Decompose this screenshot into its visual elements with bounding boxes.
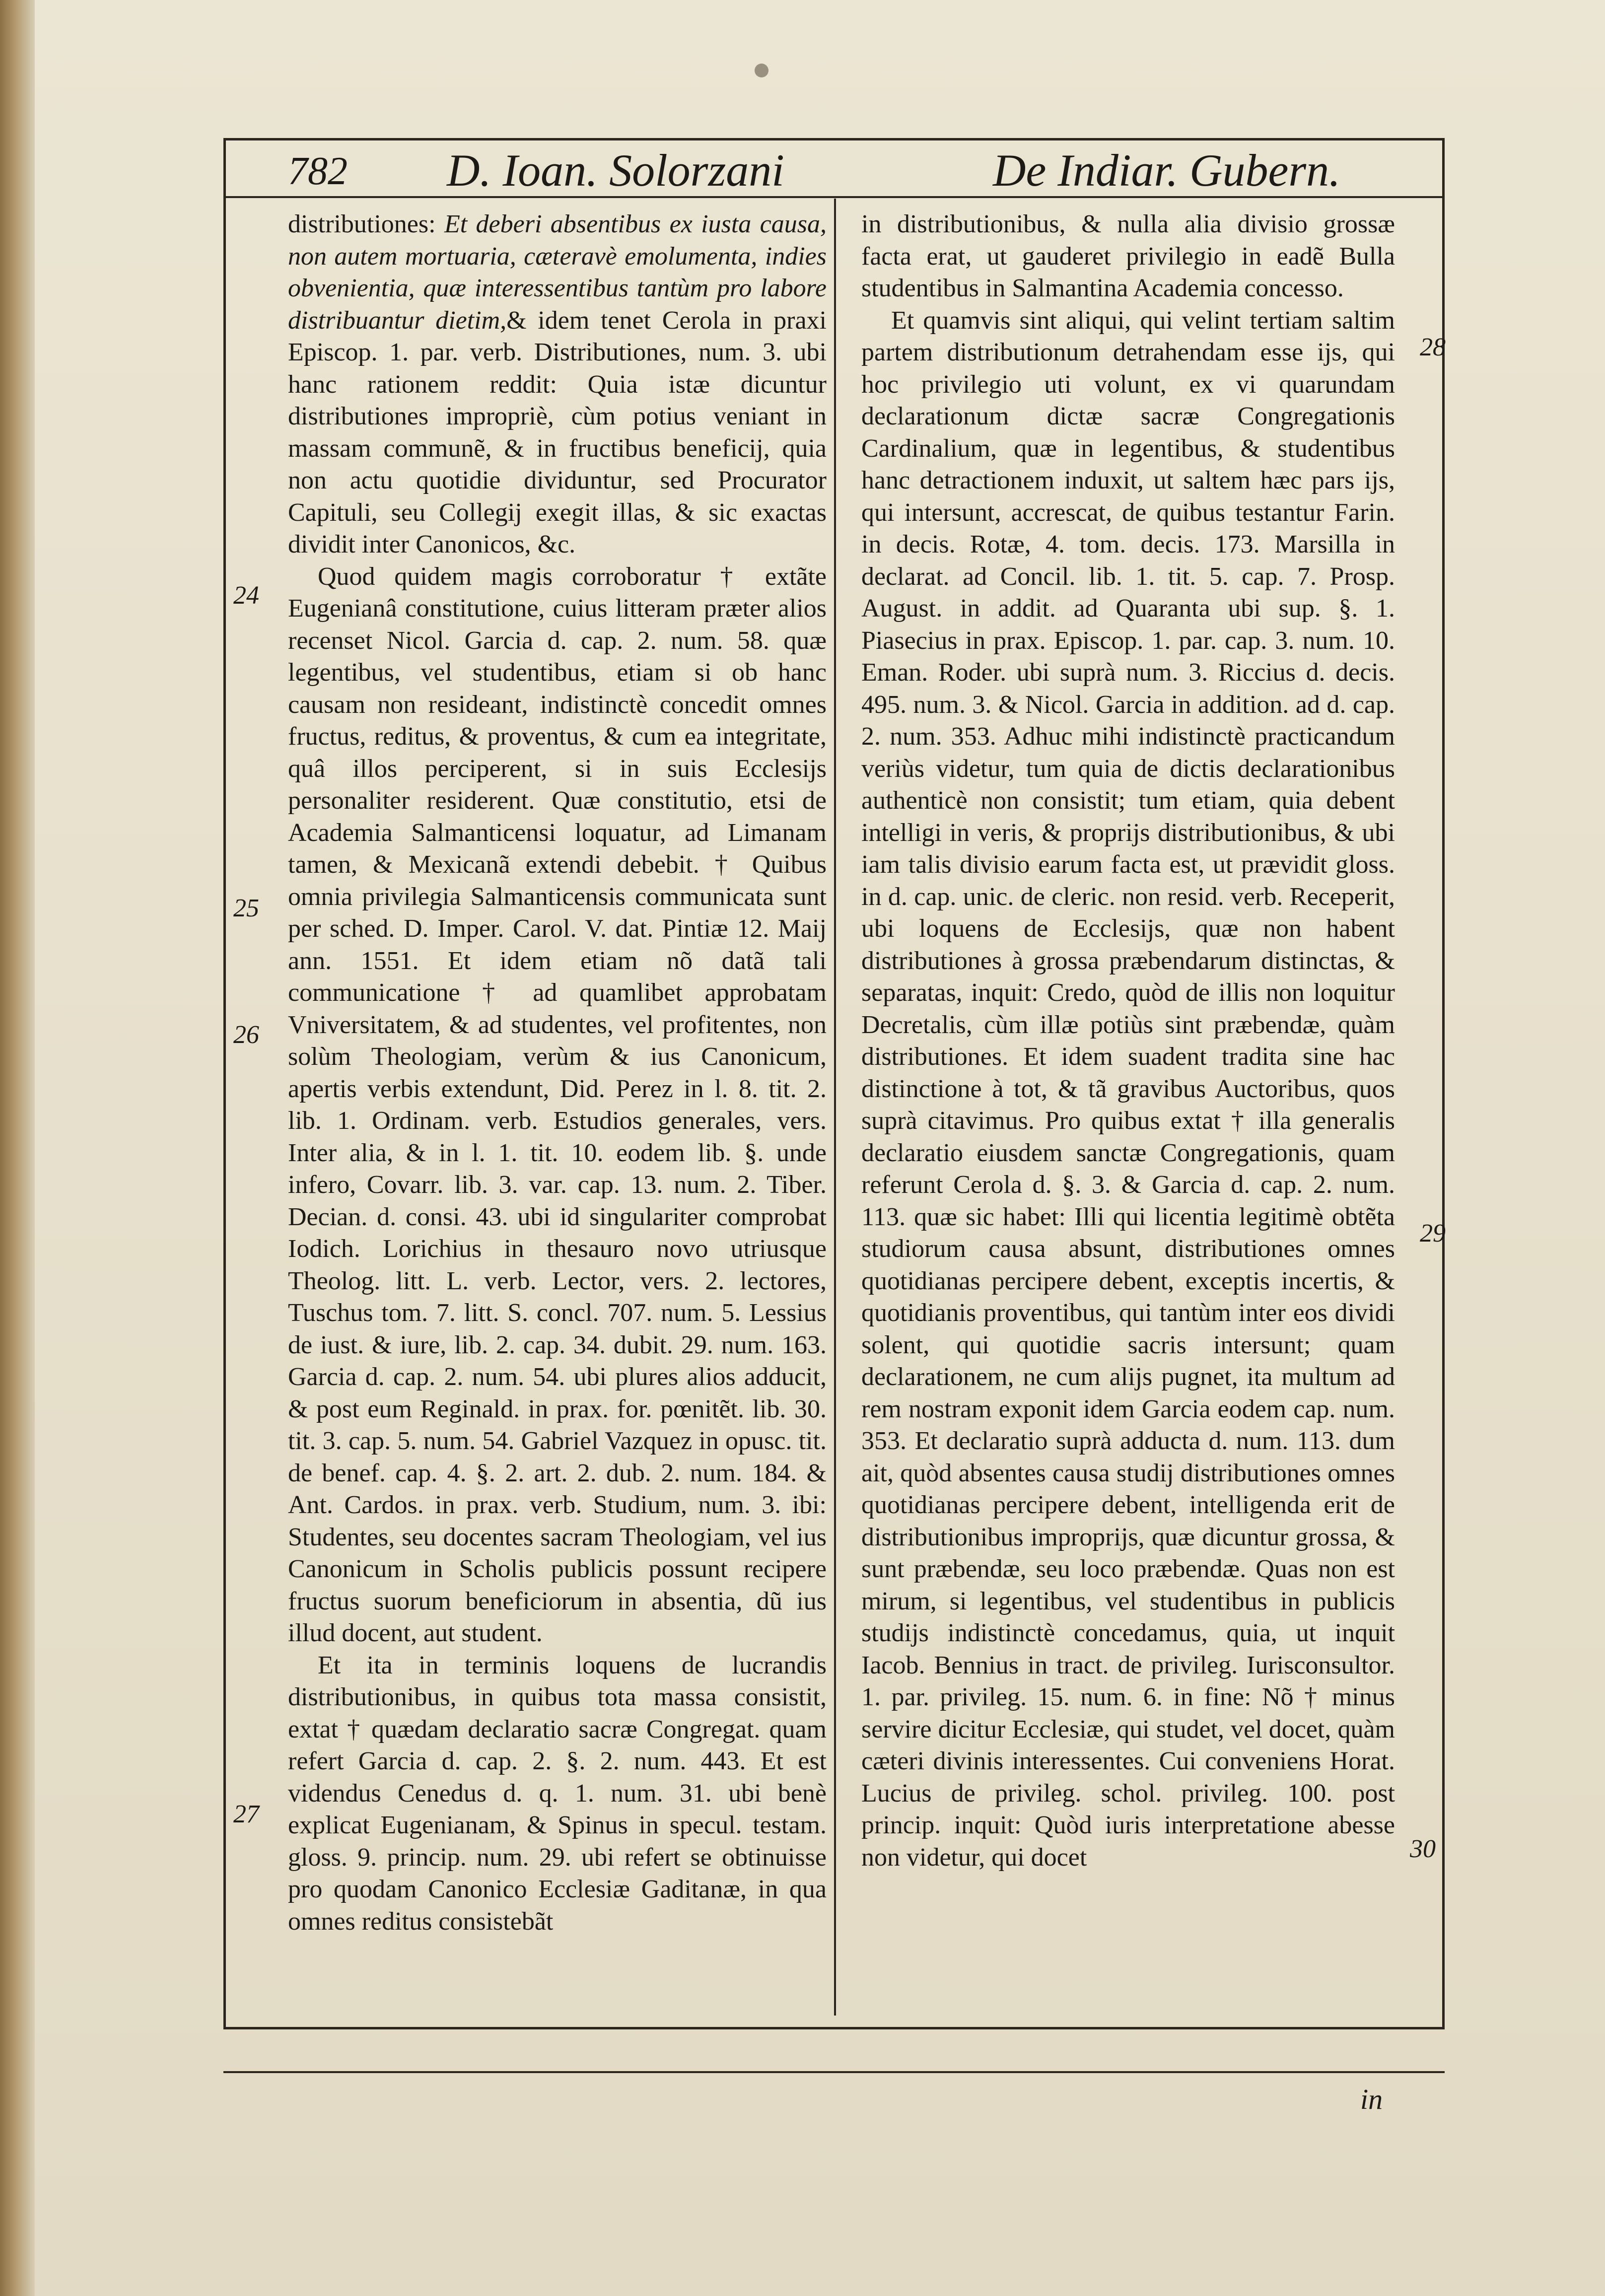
right-paragraph-1: in distributionibus, & nulla alia divisio grossæ facta erat, ut gauderet privilegio in eadẽ Bulla studentibus in Salmantina Academia concesso. bbox=[861, 210, 1395, 302]
margin-number-27: 27 bbox=[233, 1800, 259, 1828]
bottom-rule bbox=[223, 2071, 1445, 2073]
left-paragraph-2: Quod quidem magis corroboratur † extãte Eugenianâ constitutione, cuius litteram præter alios recenset Nicol. Garcia d. cap. 2. num. 58. quæ legentibus, vel studentibus, etiam si ob hanc causam non resideant, indistinctè concedit omnes fructus, reditus, & proventus, & cum ea integritate, quâ illos perciperent, si in suis Ecclesijs personaliter residerent. Quæ constitutio, etsi de Academia Salmanticensi loquatur, ad Limanam tamen, & Mexicanã extendi debebit. † Quibus omnia privilegia Salmanticensis communicata sunt per sched. D. Imper. Carol. V. dat. Pintiæ 12. Maij ann. 1551. Et idem etiam nõ datã tali communicatione † ad quamlibet approbatam Vniversitatem, & ad studentes, vel profitentes, non solùm Theologiam, verùm & ius Canonicum, apertis verbis extendunt, Did. Perez in l. 8. tit. 2. lib. 1. Ordinam. verb. Estudios generales, vers. Inter alia, & in l. 1. tit. 10. eodem lib. §. unde infero, Covarr. lib. 3. var. cap. 13. num. 2. Tiber. Decian. d. consi. 43. ubi id singulariter comprobat Iodich. Lorichius in thesauro novo utriusque Theolog. litt. L. verb. Lector, vers. 2. lectores, Tuschus tom. 7. litt. S. concl. 707. num. 5. Lessius de iust. & iure, lib. 2. cap. 34. dubit. 29. num. 163. Garcia d. cap. 2. num. 54. ubi plures alios adducit, & post eum Reginald. in prax. for. pœnitẽt. lib. 30. tit. 3. cap. 5. num. 54. Gabriel Vazquez in opusc. tit. de benef. cap. 4. §. 2. art. 2. dub. 2. num. 184. & Ant. Cardos. in prax. verb. Studium, num. 3. ibi: Studentes, seu docentes sacram Theologiam, vel ius Canonicum in Scholis publicis possunt recipere fructus suorum beneficiorum in absentia, dũ ius illud docent, aut student. bbox=[288, 562, 827, 1647]
margin-number-25: 25 bbox=[233, 894, 259, 922]
ornament-dot bbox=[755, 64, 768, 77]
right-paragraph-2: Et quamvis sint aliqui, qui velint tertiam saltim partem distributionum detrahendam esse ijs, qui hoc privilegio uti volunt, ex vi quarundam declarationum dictæ sacræ Congregationis Cardinalium, quæ in legentibus, & studentibus hanc detractionem induxit, ut saltem hæc pars ijs, qui intersunt, accrescat, de quibus testantur Farin. in decis. Rotæ, 4. tom. decis. 173. Marsilla in declarat. ad Concil. lib. 1. tit. 5. cap. 7. Prosp. August. in addit. ad Quaranta ubi sup. §. 1. Piasecius in prax. Episcop. 1. par. cap. 3. num. 10. Eman. Roder. ubi suprà num. 3. Riccius d. decis. 495. num. 3. & Nicol. Garcia in addition. ad d. cap. 2. num. 353. Adhuc mihi indistinctè practicandum veriùs videtur, tum quia de dictis declarationibus authenticè non consistit; tum etiam, quia debent intelligi in veris, & proprijs distributionibus, & ubi iam talis divisio earum facta est, ut prævidit gloss. in d. cap. unic. de cleric. non resid. verb. Receperit, ubi loquens de Ecclesijs, quæ non habent distributiones à grossa præbendarum distinctas, & separatas, inquit: Credo, quòd de illis non loquitur Decretalis, cùm illæ potiùs sint præbendæ, quàm distributiones. Et idem suadent tradita sine hac distinctione à tot, & tã gravibus Auctoribus, quos suprà citavimus. Pro quibus extat † illa generalis declaratio eiusdem sanctæ Congregationis, quam referunt Cerola d. §. 3. & Garcia d. cap. 2. num. 113. quæ sic habet: Illi qui licentia legitimè obtẽta studiorum causa absunt, distributiones omnes quotidianas percipere debent, exceptis incertis, & quotidianis proventibus, qui tantùm inter eos dividi solent, qui quotidie sacris intersunt; quam declarationem, ne cum alijs pugnet, ita multum ad rem nostram exponit idem Garcia eodem cap. num. 353. Et declaratio suprà adducta d. num. 113. dum ait, quòd absentes causa studij distributiones omnes quotidianas percipere debent, intelligenda erit de distributionibus improprijs, quæ dicuntur grossa, & sunt præbendæ, seu loco præbendæ. Quas non est mirum, si legentibus, vel studentibus in publicis studijs indistinctè concedamus, quia, ut inquit Iacob. Bennius in tract. de privileg. Iurisconsultor. 1. par. privileg. 15. num. 6. in fine: Nõ † minus servire dicitur Ecclesiæ, qui studet, vel docet, quàm cæteri divinis interessentes. Cui conveniens Horat. Lucius de privileg. schol. privileg. 100. post princip. inquit: Quòd iuris interpretatione abesse non videtur, qui docet bbox=[861, 306, 1395, 1872]
left-column bbox=[288, 209, 827, 2016]
margin-number-30: 30 bbox=[1410, 1835, 1436, 1863]
running-title-right: De Indiar. Gubern. bbox=[993, 145, 1341, 196]
left-paragraph-1: distributiones: Et deberi absentibus ex iusta causa, non autem mortuaria, cæteravè emolumenta, indies obvenientia, quæ interessentibus tantùm pro labore distribuantur dietim,& idem tenet Cerola in praxi Episcop. 1. par. verb. Distributiones, num. 3. ubi hanc rationem reddit: Quia istæ dicuntur distributiones impropriè, cùm potius veniant in massam communẽ, & in fructibus beneficij, quia non actu quotidie dividuntur, sed Procurator Capituli, seu Collegij exegit illas, & sic exactas dividit inter Canonicos, &c. bbox=[288, 210, 827, 558]
book-binding-edge bbox=[0, 0, 35, 2296]
column-divider bbox=[834, 199, 836, 2016]
margin-number-26: 26 bbox=[233, 1021, 259, 1049]
running-title-left: D. Ioan. Solorzani bbox=[447, 145, 784, 196]
margin-number-24: 24 bbox=[233, 581, 259, 610]
page-number: 782 bbox=[288, 149, 348, 193]
margin-number-28: 28 bbox=[1420, 333, 1446, 361]
right-column bbox=[861, 209, 1395, 2016]
margin-number-29: 29 bbox=[1420, 1219, 1446, 1248]
catchword: in bbox=[1360, 2083, 1383, 2115]
left-paragraph-3: Et ita in terminis loquens de lucrandis distributionibus, in quibus tota massa consistit, extat † quædam declaratio sacræ Congregat. quam refert Garcia d. cap. 2. §. 2. num. 443. Et est videndus Cenedus d. q. 1. num. 31. ubi benè explicat Eugenianam, & Spinus in specul. testam. gloss. 9. princip. num. 29. ubi refert se obtinuisse pro quodam Canonico Ecclesiæ Gaditanæ, in qua omnes reditus consistebãt bbox=[288, 1651, 827, 1936]
